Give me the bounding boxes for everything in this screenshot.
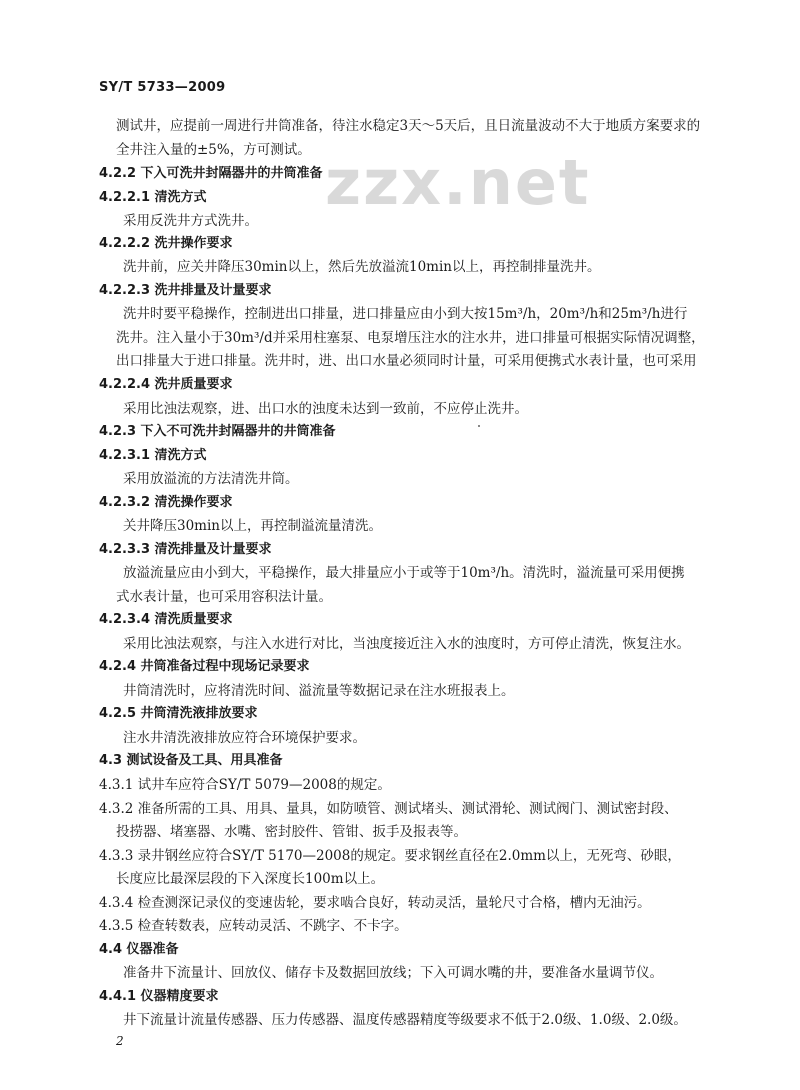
clause-line: 4.3.3 录井钢丝应符合SY/T 5170—2008的规定。要求钢丝直径在2.0mm以上，无死弯、砂眼，	[99, 848, 681, 864]
paragraph-line: 采用比浊法观察，进、出口水的浊度未达到一致前，不应停止洗井。	[123, 401, 528, 417]
paragraph-line: 全井注入量的±5%，方可测试。	[116, 142, 311, 158]
paragraph-line: 井下流量计流量传感器、压力传感器、温度传感器精度等级要求不低于2.0级、1.0级、2.0级。	[123, 1012, 687, 1028]
section-heading: 4.2.2 下入可洗井封隔器井的井筒准备	[99, 166, 323, 181]
clause-line: 4.3.2 准备所需的工具、用具、量具，如防喷管、测试堵头、测试滑轮、测试阀门、测试密封段、	[99, 801, 678, 817]
section-heading: 4.2.3 下入不可洗井封隔器井的井筒准备	[99, 424, 336, 439]
standard-number-header: SY/T 5733—2009	[99, 80, 226, 95]
paragraph-line: 采用反洗井方式洗井。	[123, 213, 258, 229]
section-heading: 4.2.3.4 清洗质量要求	[99, 612, 233, 627]
paragraph-line: 采用比浊法观察，与注入水进行对比，当浊度接近注入水的浊度时，方可停止清洗，恢复注水。	[123, 636, 690, 652]
paragraph-line: 放溢流量应由小到大，平稳操作，最大排量应小于或等于10m³/h。清洗时，溢流量可采用便携	[123, 565, 685, 581]
clause-line: 4.3.1 试井车应符合SY/T 5079—2008的规定。	[99, 777, 391, 793]
section-heading: 4.3 测试设备及工具、用具准备	[99, 753, 283, 768]
paragraph-line: 采用放溢流的方法清洗井筒。	[123, 471, 299, 487]
paragraph-line: 长度应比最深层段的下入深度长100m以上。	[116, 871, 385, 887]
watermark: zzx.net	[325, 146, 591, 219]
section-heading: 4.2.2.1 清洗方式	[99, 190, 207, 205]
paragraph-line: 投捞器、堵塞器、水嘴、密封胶件、管钳、扳手及报表等。	[116, 824, 467, 840]
paragraph-line: 注水井清洗液排放应符合环境保护要求。	[123, 730, 366, 746]
section-heading: 4.2.2.3 洗井排量及计量要求	[99, 283, 272, 298]
section-heading: 4.2.2.2 洗井操作要求	[99, 236, 233, 251]
section-heading: 4.2.3.1 清洗方式	[99, 448, 207, 463]
clause-line: 4.3.4 检查测深记录仪的变速齿轮，要求啮合良好，转动灵活，量轮尺寸合格，槽内无油污。	[99, 895, 651, 911]
section-heading: 4.2.5 井筒清洗液排放要求	[99, 706, 258, 721]
section-heading: 4.2.2.4 洗井质量要求	[99, 377, 233, 392]
paragraph-line: 准备井下流量计、回放仪、储存卡及数据回放线；下入可调水嘴的井，要准备水量调节仪。	[123, 965, 663, 981]
paragraph-line: 式水表计量，也可采用容积法计量。	[116, 589, 332, 605]
clause-line: 4.3.5 检查转数表，应转动灵活、不跳字、不卡字。	[99, 918, 408, 934]
paragraph-line: 井筒清洗时，应将清洗时间、溢流量等数据记录在注水班报表上。	[123, 683, 515, 699]
section-heading: 4.4 仪器准备	[99, 942, 179, 957]
paragraph-line: 出口排量大于进口排量。洗井时，进、出口水量必须同时计量，可采用便携式水表计量，也可采用	[116, 353, 697, 369]
paragraph-line: 洗井。注入量小于30m³/d并采用柱塞泵、电泵增压注水的注水井，进口排量可根据实际情况调整，	[116, 330, 705, 346]
section-heading: 4.2.3.3 清洗排量及计量要求	[99, 542, 272, 557]
page-number: 2	[116, 1034, 124, 1048]
paragraph-line: 关井降压30min以上，再控制溢流量清洗。	[123, 518, 382, 534]
paragraph-line: 洗井时要平稳操作，控制进出口排量，进口排量应由小到大按15m³/h，20m³/h和25m³/h进行	[123, 306, 688, 322]
section-heading: 4.2.4 井筒准备过程中现场记录要求	[99, 659, 310, 674]
section-heading: 4.4.1 仪器精度要求	[99, 989, 219, 1004]
paragraph-line: 测试井，应提前一周进行井筒准备，待注水稳定3天～5天后，且日流量波动不大于地质方案要求的	[116, 118, 701, 134]
paragraph-line: 洗井前，应关井降压30min以上，然后先放溢流10min以上，再控制排量洗井。	[123, 259, 601, 275]
section-heading: 4.2.3.2 清洗操作要求	[99, 495, 233, 510]
scan-speck	[478, 425, 480, 427]
